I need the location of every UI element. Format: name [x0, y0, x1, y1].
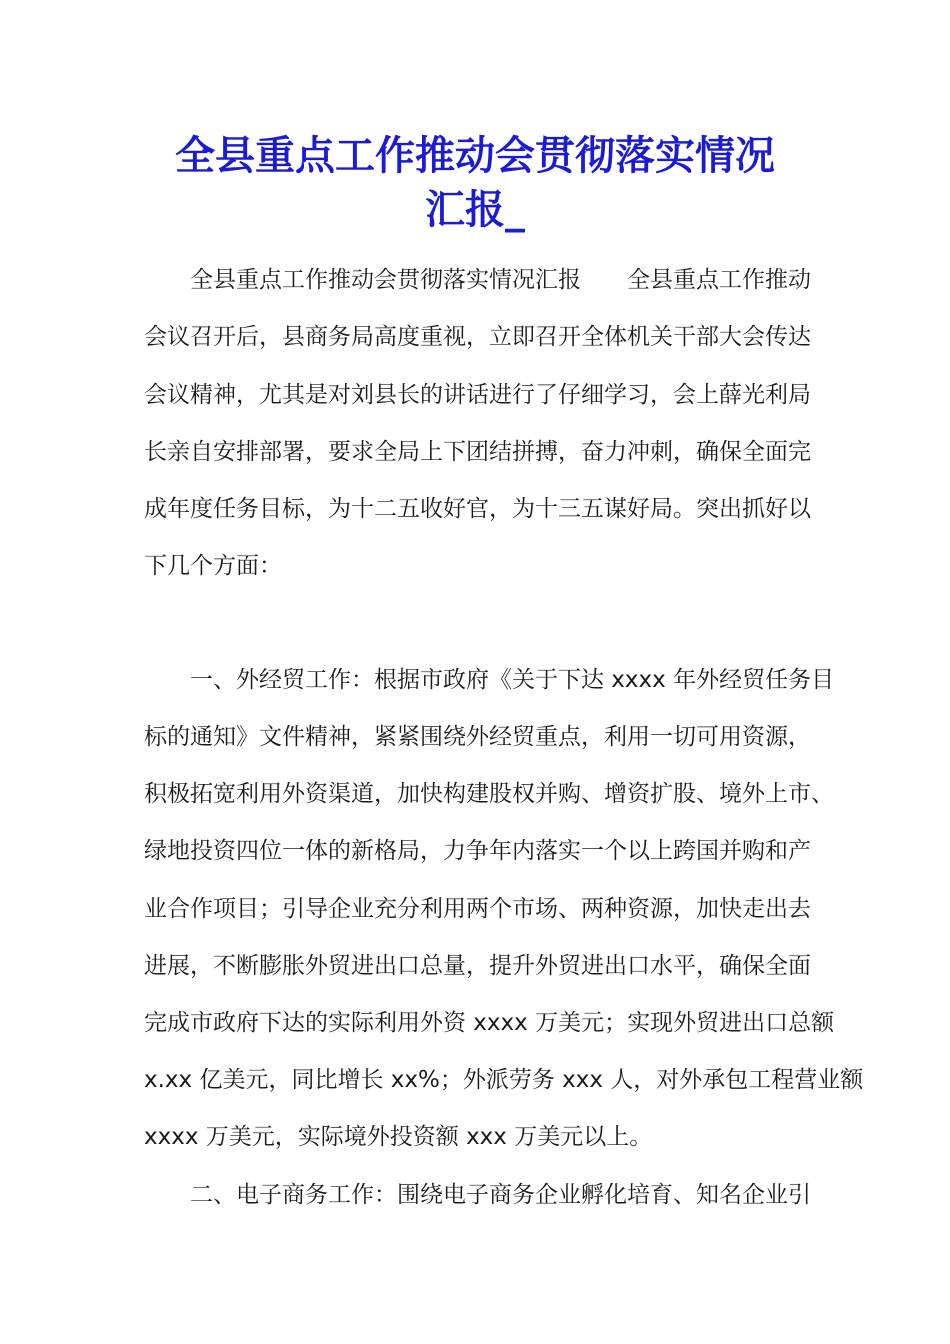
paragraph-line: 全县重点工作推动会贯彻落实情况汇报 全县重点工作推动 [190, 267, 811, 293]
paragraph-line: xxxx 万美元，实际境外投资额 xxx 万美元以上。 [144, 1124, 653, 1150]
paragraph-line: 标的通知》文件精神，紧紧围绕外经贸重点，利用一切可用资源， [144, 724, 811, 750]
paragraph-line: 会议精神，尤其是对刘县长的讲话进行了仔细学习，会上薛光利局 [144, 382, 811, 408]
paragraph-line: 长亲自安排部署，要求全局上下团结拼搏，奋力冲刺，确保全面完 [144, 439, 811, 465]
paragraph-line: 会议召开后，县商务局高度重视，立即召开全体机关干部大会传达 [144, 324, 811, 350]
paragraph-line: 绿地投资四位一体的新格局，力争年内落实一个以上跨国并购和产 [144, 838, 811, 864]
paragraph-line: 业合作项目；引导企业充分利用两个市场、两种资源，加快走出去 [144, 896, 811, 922]
paragraph-line: 完成市政府下达的实际利用外资 xxxx 万美元；实现外贸进出口总额 [144, 1010, 835, 1036]
paragraph-line: 成年度任务目标，为十二五收好官，为十三五谋好局。突出抓好以 [144, 496, 811, 522]
paragraph-line: 进展，不断膨胀外贸进出口总量，提升外贸进出口水平，确保全面 [144, 953, 811, 979]
document-title-line-1: 全县重点工作推动会贯彻落实情况 [175, 132, 775, 179]
paragraph-line: 二、电子商务工作：围绕电子商务企业孵化培育、知名企业引 [190, 1182, 811, 1208]
paragraph-line: 一、外经贸工作：根据市政府《关于下达 xxxx 年外经贸任务目 [190, 667, 835, 693]
paragraph-line: x.xx 亿美元，同比增长 xx%；外派劳务 xxx 人，对外承包工程营业额 [144, 1067, 864, 1093]
document-title-line-2: 汇报_ [425, 186, 525, 233]
paragraph-line: 下几个方面： [144, 553, 282, 579]
paragraph-line: 积极拓宽利用外资渠道，加快构建股权并购、增资扩股、境外上市、 [144, 781, 834, 807]
